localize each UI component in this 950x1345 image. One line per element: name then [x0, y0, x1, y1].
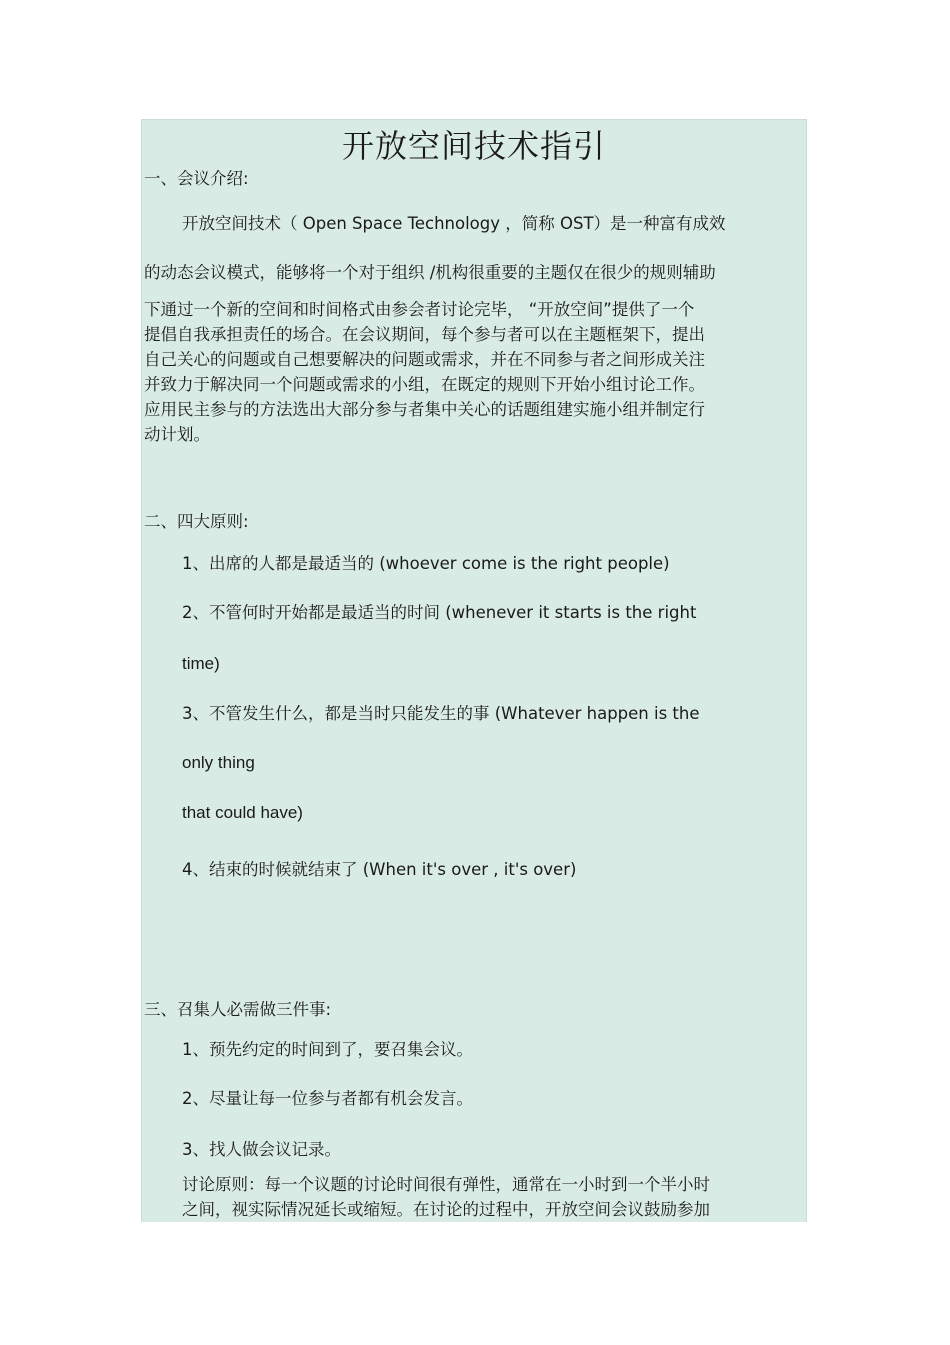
paragraph-line: 应用民主参与的方法选出大部分参与者集中关心的话题组建实施小组并制定行 — [144, 400, 705, 419]
principle-item-continued: only thing — [182, 753, 255, 772]
principle-item: 2、不管何时开始都是最适当的时间 (whenever it starts is the right — [182, 603, 697, 622]
document-title: 开放空间技术指引 — [341, 127, 606, 165]
paragraph-line: 的动态会议模式，能够将一个对于组织 /机构很重要的主题仅在很少的规则辅助 — [144, 263, 716, 282]
document-page — [141, 119, 807, 1222]
convener-task: 1、预先约定的时间到了，要召集会议。 — [182, 1040, 473, 1059]
paragraph-line: 并致力于解决同一个问题或需求的小组，在既定的规则下开始小组讨论工作。 — [144, 375, 705, 394]
paragraph-line: 开放空间技术（ Open Space Technology ，简称 OST）是一种富有成效 — [182, 214, 726, 233]
section-heading-convener: 三、召集人必需做三件事: — [144, 1000, 332, 1019]
convener-task: 2、尽量让每一位参与者都有机会发言。 — [182, 1089, 473, 1108]
convener-task: 3、找人做会议记录。 — [182, 1140, 341, 1159]
paragraph-line: 之间，视实际情况延长或缩短。在讨论的过程中，开放空间会议鼓励参加 — [182, 1200, 710, 1219]
paragraph-line: 自己关心的问题或自己想要解决的问题或需求，并在不同参与者之间形成关注 — [144, 350, 705, 369]
principle-item: 3、不管发生什么，都是当时只能发生的事 (Whatever happen is the — [182, 704, 700, 723]
section-heading-principles: 二、四大原则: — [144, 512, 249, 531]
principle-item-continued: time) — [182, 654, 220, 673]
paragraph-line: 提倡自我承担责任的场合。在会议期间，每个参与者可以在主题框架下，提出 — [144, 325, 705, 344]
paragraph-line: 下通过一个新的空间和时间格式由参会者讨论完毕， “开放空间”提供了一个 — [144, 300, 695, 319]
principle-item: 1、出席的人都是最适当的 (whoever come is the right people) — [182, 554, 670, 573]
paragraph-line: 讨论原则：每一个议题的讨论时间很有弹性，通常在一小时到一个半小时 — [182, 1175, 710, 1194]
principle-item: 4、结束的时候就结束了 (When it's over , it's over) — [182, 860, 577, 879]
paragraph-line: 动计划。 — [144, 425, 210, 444]
principle-item-continued: that could have) — [182, 803, 303, 822]
section-heading-intro: 一、会议介绍: — [144, 169, 249, 188]
